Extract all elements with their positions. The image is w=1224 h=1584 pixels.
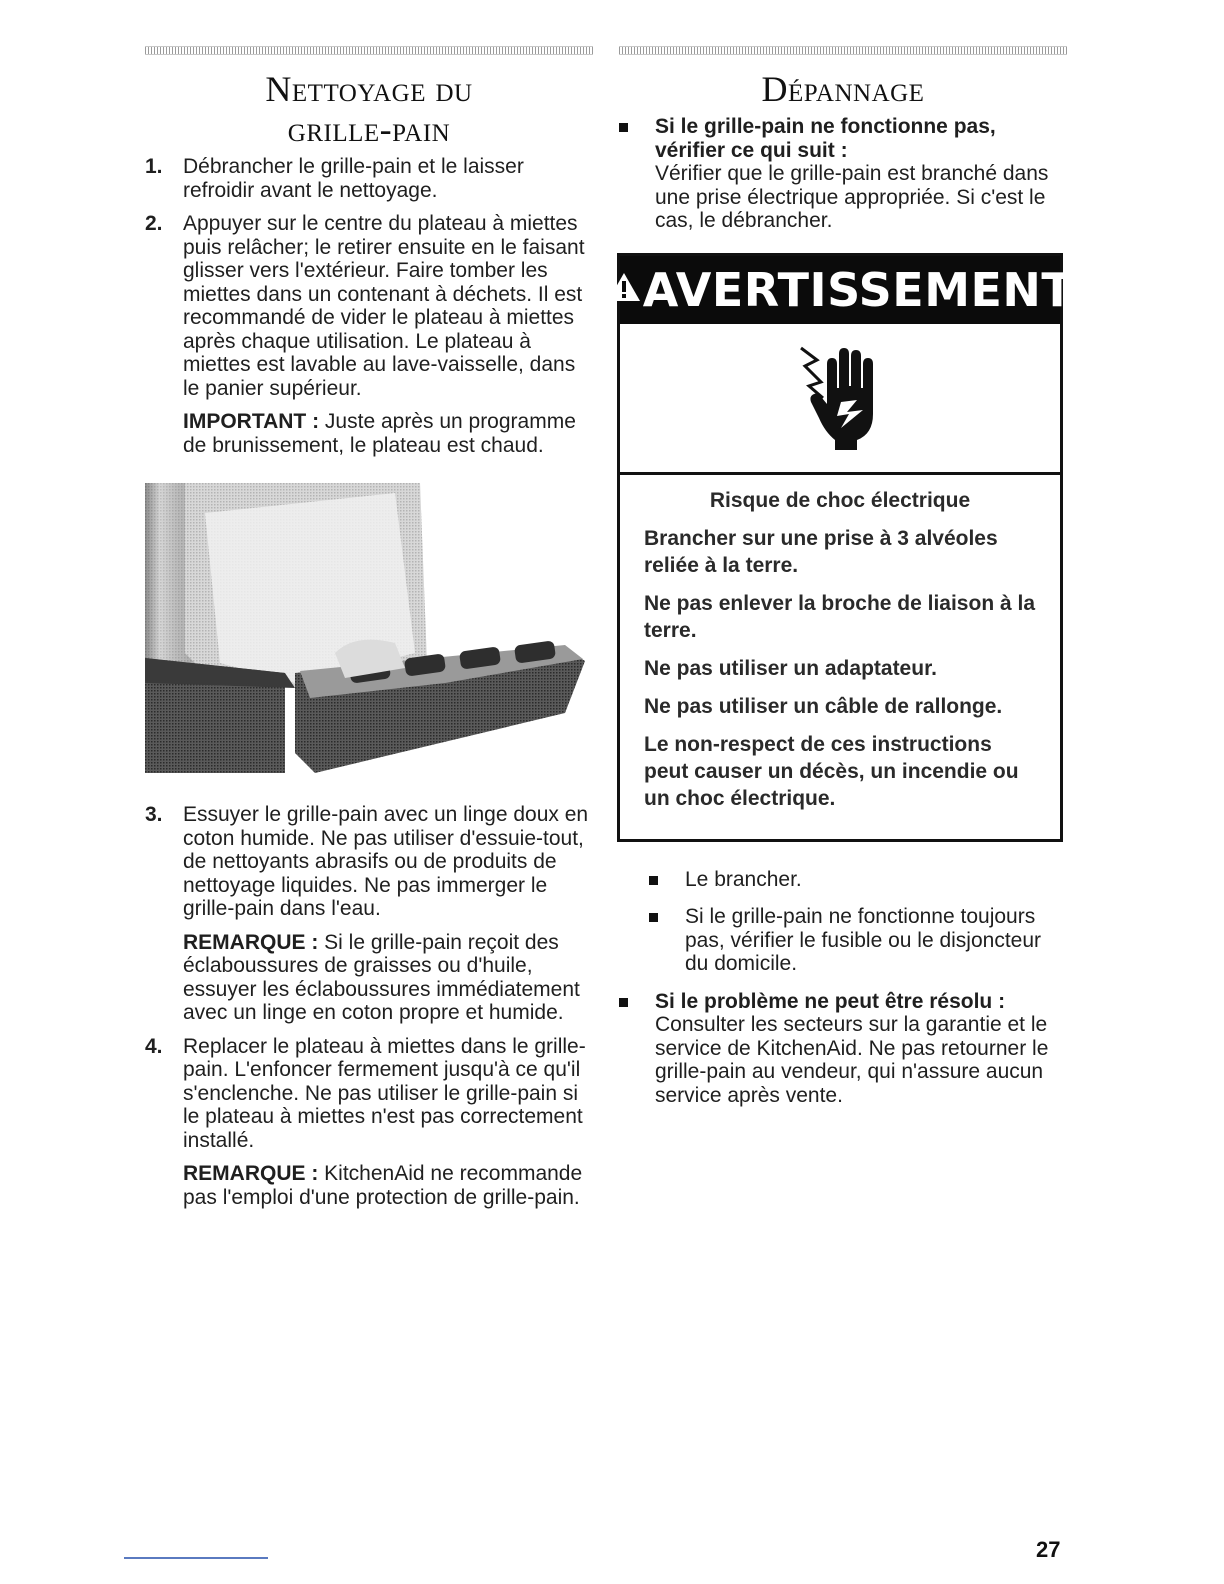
warning-box [617, 253, 1074, 842]
note-label: REMARQUE : [183, 1162, 319, 1185]
bullet-square-icon [649, 913, 658, 922]
step-text: Essuyer le grille-pain avec un linge doux en coton humide. Ne pas utiliser d'essuie-tout, de nettoyants abrasifs ou de produits de nettoyage liquides. Ne pas immerger le grille-pain dans l'eau. [183, 803, 589, 920]
step-text: Débrancher le grille-pain et le laisser refroidir avant le nettoyage. [183, 155, 524, 202]
warning-line: Ne pas enlever la broche de liaison à la terre. [644, 591, 1036, 642]
warning-line: Brancher sur une prise à 3 alvéoles reliée à la terre. [644, 526, 998, 577]
note-label: REMARQUE : [183, 930, 319, 954]
sub-bullet-text: Le brancher. [685, 867, 802, 891]
check-text: Consulter les secteurs sur la garantie et le service de KitchenAid. Ne pas retourner le grille-pain au vendeur, qui n'assure aucun service après vente. [655, 1013, 1049, 1107]
troubleshoot-check [619, 990, 1067, 1108]
section-title-cleaning [145, 69, 593, 149]
step-item [145, 803, 593, 1025]
crumb-tray-photo [145, 483, 593, 773]
cleaning-steps [145, 155, 593, 457]
check-text: Vérifier que le grille-pain est branché dans une prise électrique appropriée. Si c'est le cas, le débrancher. [655, 162, 1049, 232]
warning-line: Risque de choc électrique [709, 488, 971, 512]
sub-bullet-item [649, 868, 1067, 892]
title-line-1: Nettoyage du [265, 69, 473, 109]
note-text: Si le grille-pain reçoit des éclaboussures de graisses ou d'huile, essuyer les éclaboussures immédiatement avec un linge en coton propre et humide. [183, 930, 580, 1024]
step-text: Replacer le plateau à miettes dans le grille-pain. L'enfoncer fermement jusqu'à ce qu'il s'enclenche. Ne pas utiliser le grille-pain si le plateau à miettes n'est pas correctement installé. [183, 1034, 586, 1152]
step-number: 4. [145, 1034, 163, 1058]
cleaning-steps-continued [145, 803, 593, 1209]
step-note [183, 931, 593, 1025]
troubleshoot-check [619, 115, 1067, 233]
bullet-square-icon [619, 998, 628, 1007]
step-item [145, 212, 593, 457]
check-heading: Si le problème ne peut être résolu : [655, 989, 1006, 1013]
toaster-crumb-tray-image [145, 483, 593, 773]
step-item [145, 155, 593, 202]
section-title-troubleshooting: Dépannage [761, 69, 925, 109]
step-item [145, 1035, 593, 1210]
section-rule [619, 46, 1067, 55]
note-label: IMPORTANT : [183, 410, 320, 433]
warning-line: Ne pas utiliser un câble de rallonge. [644, 694, 1003, 718]
bullet-square-icon [619, 123, 628, 132]
step-note [183, 1162, 593, 1209]
warning-line: Le non-respect de ces instructions peut causer un décès, un incendie ou un choc électrique. [644, 732, 1019, 810]
sub-bullet-item [649, 905, 1067, 976]
warning-banner [620, 256, 1074, 324]
step-number: 2. [145, 212, 163, 235]
step-note [183, 410, 593, 457]
bullet-square-icon [649, 876, 658, 885]
warning-line: Ne pas utiliser un adaptateur. [644, 656, 937, 680]
right-column [619, 46, 1074, 1107]
warning-body [620, 475, 1060, 839]
warning-icon-area [620, 324, 1060, 475]
left-column [145, 46, 593, 1219]
step-text: Appuyer sur le centre du plateau à miettes puis relâcher; le retirer ensuite en le faisant glisser vers l'extérieur. Faire tomber les miettes dans un contenant à déchets. Il est recommandé de vider le plateau à miettes après chaque utilisation. Le plateau à miettes est lavable au lave-vaisselle, dans le panier supérieur. [183, 212, 585, 400]
section-rule [145, 46, 593, 55]
footer-line [124, 1557, 268, 1559]
note-text: KitchenAid ne recommande pas l'emploi d'une protection de grille-pain. [183, 1162, 583, 1209]
electric-shock-hand-icon [795, 342, 885, 454]
sub-bullet-list [619, 868, 1067, 976]
check-heading: Si le grille-pain ne fonctionne pas, vérifier ce qui suit : [655, 115, 996, 162]
title-line-2: grille-pain [287, 109, 451, 149]
page-number: 27 [1036, 1537, 1061, 1562]
warning-triangle-icon [607, 267, 641, 313]
warning-title: AVERTISSEMENT [642, 262, 1074, 317]
step-number: 3. [145, 803, 163, 826]
step-number: 1. [145, 155, 163, 178]
note-text: Juste après un programme de brunissement, le plateau est chaud. [183, 410, 576, 457]
sub-bullet-text: Si le grille-pain ne fonctionne toujours pas, vérifier le fusible ou le disjoncteur du domicile. [685, 905, 1042, 975]
